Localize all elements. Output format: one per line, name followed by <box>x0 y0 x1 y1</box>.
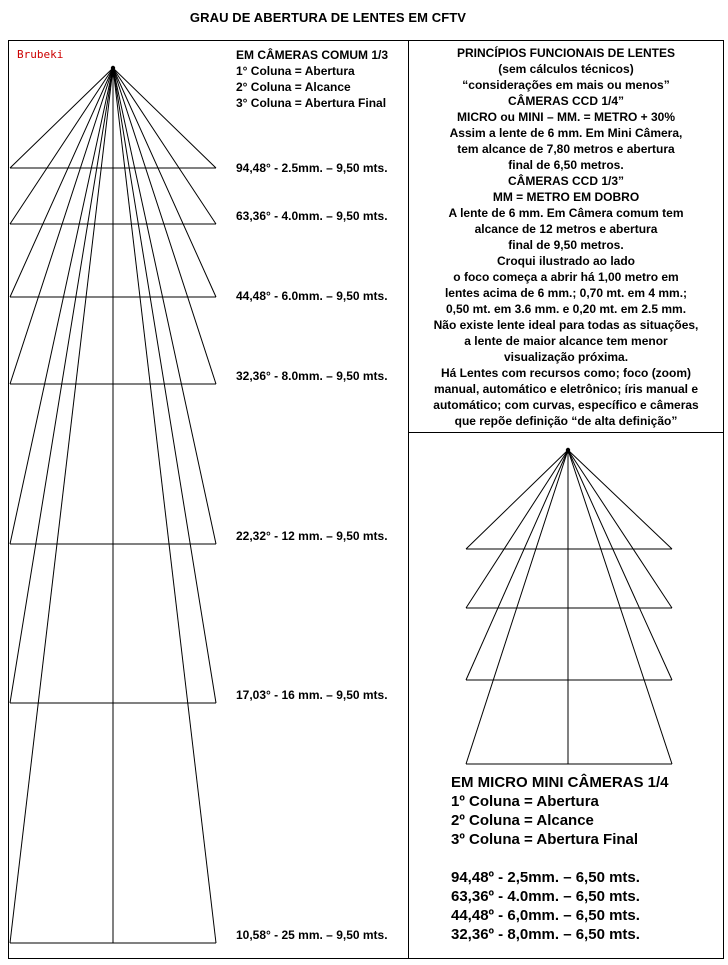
principles-line: o foco começa a abrir há 1,00 metro em <box>453 270 679 284</box>
small-lens-fan-diagram <box>466 448 672 764</box>
micro-column-2: 2º Coluna = Alcance <box>451 812 594 829</box>
large-fan-ray <box>10 68 113 943</box>
small-fan-ray <box>568 450 672 680</box>
lens-label-4mm: 63,36° - 4.0mm. – 9,50 mts. <box>236 209 388 223</box>
legend-column-1: 1° Coluna = Abertura <box>236 64 355 78</box>
micro-heading: EM MICRO MINI CÂMERAS 1/4 <box>451 774 669 791</box>
large-fan-ray <box>113 68 216 168</box>
principles-line: Há Lentes com recursos como; foco (zoom) <box>440 366 692 380</box>
lens-label-25mm: 10,58° - 25 mm. – 9,50 mts. <box>236 928 388 942</box>
small-fan-ray <box>568 450 672 549</box>
principles-line: lentes acima de 6 mm.; 0,70 mt. em 4 mm.; <box>444 286 688 300</box>
large-lens-fan-diagram <box>10 66 216 943</box>
small-fan-ray <box>466 450 568 764</box>
large-fan-camera-point <box>111 66 115 70</box>
principles-text <box>414 45 718 429</box>
micro-column-3: 3º Coluna = Abertura Final <box>451 831 639 848</box>
large-fan-ray <box>10 68 113 297</box>
principles-line: Não existe lente ideal para todas as situações, <box>433 318 699 332</box>
page-title: GRAU DE ABERTURA DE LENTES EM CFTV <box>189 10 467 25</box>
left-legend <box>236 47 388 111</box>
small-fan-ray <box>568 450 672 764</box>
legend-column-3: 3° Coluna = Abertura Final <box>236 96 387 110</box>
small-fan-ray <box>466 450 568 608</box>
principles-line: (sem cálculos técnicos) <box>498 62 634 76</box>
principles-line: CÂMERAS CCD 1/4” <box>507 94 624 108</box>
large-fan-ray <box>10 68 113 703</box>
principles-line: manual, automático e eletrônico; íris manual e <box>433 382 699 396</box>
principles-line: final de 9,50 metros. <box>508 238 624 252</box>
principles-line: “considerações em mais ou menos” <box>462 78 670 92</box>
principles-line: PRINCÍPIOS FUNCIONAIS DE LENTES <box>456 46 676 60</box>
legend-column-2: 2° Coluna = Alcance <box>236 80 351 94</box>
lens-label-6mm: 44,48° - 6.0mm. – 9,50 mts. <box>236 289 388 303</box>
principles-line: CÂMERAS CCD 1/3” <box>507 174 624 188</box>
large-fan-ray <box>113 68 216 297</box>
legend-heading: EM CÂMERAS COMUM 1/3 <box>236 48 389 62</box>
micro-camera-legend <box>451 773 669 944</box>
micro-label-2-5mm: 94,48º - 2,5mm. – 6,50 mts. <box>451 869 640 886</box>
lens-label-12mm: 22,32° - 12 mm. – 9,50 mts. <box>236 529 388 543</box>
lens-label-8mm: 32,36° - 8.0mm. – 9,50 mts. <box>236 369 388 383</box>
author-signature: Brubeki <box>17 48 64 61</box>
principles-line: automático; com curvas, específico e câmeras <box>433 398 699 412</box>
principles-line: MICRO ou MINI – MM. = METRO + 30% <box>456 110 676 124</box>
large-fan-ray <box>113 68 216 943</box>
large-fan-ray <box>113 68 216 703</box>
principles-line: tem alcance de 7,80 metros e abertura <box>457 142 675 156</box>
micro-label-6mm: 44,48º - 6,0mm. – 6,50 mts. <box>451 907 640 924</box>
large-fan-ray <box>113 68 216 544</box>
small-fan-camera-point <box>566 448 570 452</box>
small-fan-ray <box>466 450 568 680</box>
principles-line: 0,50 mt. em 3.6 mm. e 0,20 mt. em 2.5 mm. <box>445 302 687 316</box>
principles-line: MM = METRO EM DOBRO <box>492 190 640 204</box>
principles-line: Assim a lente de 6 mm. Em Mini Câmera, <box>449 126 683 140</box>
principles-line: A lente de 6 mm. Em Câmera comum tem <box>448 206 684 220</box>
large-fan-ray <box>113 68 216 384</box>
principles-line: que repõe definição “de alta definição” <box>454 414 678 428</box>
principles-line: Croqui ilustrado ao lado <box>496 254 635 268</box>
principles-line: final de 6,50 metros. <box>508 158 624 172</box>
micro-label-4mm: 63,36º - 4.0mm. – 6,50 mts. <box>451 888 640 905</box>
small-fan-ray <box>568 450 672 608</box>
small-fan-ray <box>466 450 568 549</box>
large-fan-ray <box>10 68 113 544</box>
large-fan-ray <box>10 68 113 168</box>
micro-label-8mm: 32,36º - 8,0mm. – 6,50 mts. <box>451 926 640 943</box>
large-fan-ray <box>10 68 113 384</box>
lens-label-2-5mm: 94,48° - 2.5mm. – 9,50 mts. <box>236 161 388 175</box>
micro-column-1: 1º Coluna = Abertura <box>451 793 599 810</box>
principles-line: visualização próxima. <box>503 350 629 364</box>
principles-line: a lente de maior alcance tem menor <box>464 334 668 348</box>
principles-line: alcance de 12 metros e abertura <box>474 222 658 236</box>
lens-label-16mm: 17,03° - 16 mm. – 9,50 mts. <box>236 688 388 702</box>
